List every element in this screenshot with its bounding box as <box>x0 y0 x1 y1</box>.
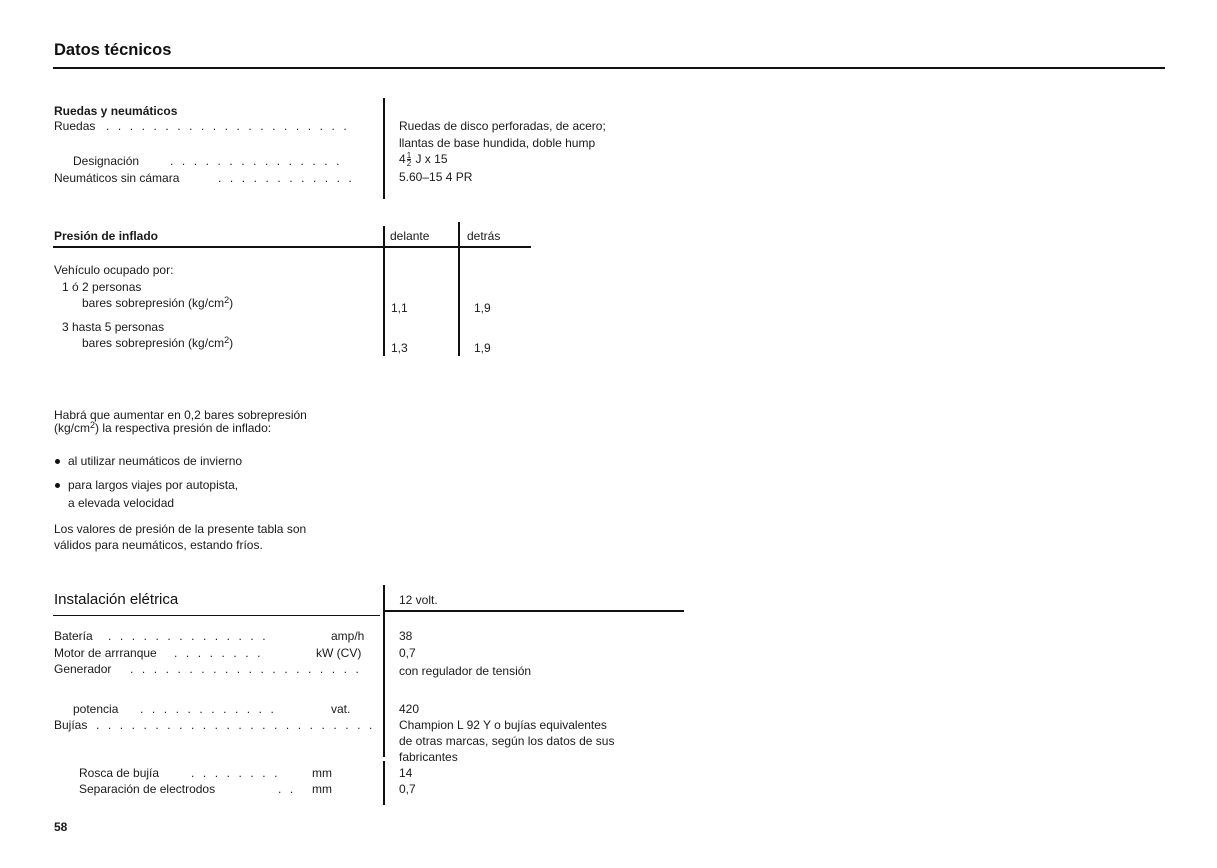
electrical-value-rule <box>384 610 684 612</box>
note-intro: $(kg/cm^2)$ la respectiva presión de inflado: <box>54 420 272 435</box>
wheels-heading: Ruedas y neumáticos <box>54 104 178 118</box>
fraction: $\frac{1}{2}$ <box>406 151 412 168</box>
leader-dots: . . . . . . . . . . . . <box>140 702 277 716</box>
bullet-icon <box>55 483 60 488</box>
voltage-value: 12 volt. <box>399 593 438 607</box>
electrical-row-unit: kW (CV) <box>316 646 362 660</box>
electrical-divider-lower <box>383 761 385 805</box>
page-number: 58 <box>54 820 68 834</box>
leader-dots: . . . . . . . . . . . . . . . . . . . . . <box>106 119 350 133</box>
electrical-row-label: potencia <box>73 702 119 716</box>
note-closing: Los valores de presión de la presente tabla son <box>54 522 307 536</box>
pressure-unit-label: bares sobrepresión $(kg/cm^2)$ <box>82 335 234 350</box>
electrical-row-value: 420 <box>399 702 420 716</box>
bullet-text: para largos viajes por autopista, <box>68 478 239 492</box>
page-title: Datos técnicos <box>54 41 172 59</box>
electrical-row-value: Champion L 92 Y o bujías equivalentes <box>399 718 607 732</box>
electrical-row-unit: mm <box>312 782 332 796</box>
electrical-row-value: de otras marcas, según los datos de sus <box>399 734 615 748</box>
rear-pressure-value: 1,9 <box>474 341 491 355</box>
leader-dots: . . . . . . . . . . . . . . . . . . . . . . . . <box>96 718 375 732</box>
electrical-row-unit: amp/h <box>331 629 365 643</box>
wheels-row-value: Ruedas de disco perforadas, de acero; <box>399 119 606 133</box>
front-pressure-value: 1,1 <box>391 301 408 315</box>
electrical-row-value: 14 <box>399 766 413 780</box>
electrical-row-unit: mm <box>312 766 332 780</box>
leader-dots: . . . . . . . . <box>191 766 281 780</box>
wheels-row-label: Ruedas <box>54 119 96 133</box>
rim-designation-value: 4 $\frac{1}{2}$ J x 15 <box>399 151 448 168</box>
front-pressure-value: 1,3 <box>391 341 408 355</box>
wheels-divider <box>383 98 385 199</box>
column-header-front: delante <box>390 229 430 243</box>
electrical-row-label: Batería <box>54 629 93 643</box>
leader-dots: . . <box>278 782 296 796</box>
electrical-row-label: Motor de arrranque <box>54 646 157 660</box>
note-intro: Habrá que aumentar en 0,2 bares sobrepresión <box>54 408 307 422</box>
wheels-row-value: llantas de base hundida, doble hump <box>399 136 596 150</box>
wheels-row-value: 5.60–15 4 PR <box>399 170 473 184</box>
note-closing: válidos para neumáticos, estando fríos. <box>54 538 263 552</box>
electrical-row-unit: vat. <box>331 702 351 716</box>
pressure-unit-label: bares sobrepresión $(kg/cm^2)$ <box>82 295 234 310</box>
electrical-header-rule <box>53 615 380 616</box>
leader-dots: . . . . . . . . . . . . <box>218 171 355 185</box>
leader-dots: . . . . . . . . . . . . . . <box>108 629 269 643</box>
pressure-divider-front <box>383 226 385 356</box>
electrical-row-value: 38 <box>399 629 413 643</box>
occupancy-group-label: 3 hasta 5 personas <box>62 320 165 334</box>
electrical-row-value: con regulador de tensión <box>399 664 532 678</box>
electrical-row-label: Bujías <box>54 718 88 732</box>
electrical-row-value: fabricantes <box>399 750 458 764</box>
occupancy-group-label: 1 ó 2 personas <box>62 280 142 294</box>
electrical-row-value: 0,7 <box>399 646 416 660</box>
electrical-heading: Instalación elétrica <box>54 591 179 608</box>
wheels-row-label: Designación <box>73 154 140 168</box>
electrical-divider <box>383 585 385 757</box>
electrical-row-label: Generador <box>54 662 112 676</box>
rear-pressure-value: 1,9 <box>474 301 491 315</box>
pressure-divider-rear <box>458 222 460 356</box>
pressure-heading: Presión de inflado <box>54 229 159 243</box>
electrical-row-label: Separación de electrodos <box>79 782 216 796</box>
bullet-text: a elevada velocidad <box>68 496 175 510</box>
leader-dots: . . . . . . . . . . . . . . . . . . . . <box>130 662 362 676</box>
leader-dots: . . . . . . . . . . . . . . . <box>170 154 343 168</box>
bullet-icon <box>55 459 60 464</box>
wheels-row-label: Neumáticos sin cámara <box>54 171 180 185</box>
electrical-row-label: Rosca de bujía <box>79 766 160 780</box>
occupancy-label: Vehículo ocupado por: <box>54 263 174 277</box>
column-header-rear: detrás <box>467 229 501 243</box>
bullet-text: al utilizar neumáticos de invierno <box>68 454 243 468</box>
electrical-row-value: 0,7 <box>399 782 416 796</box>
leader-dots: . . . . . . . . <box>174 646 264 660</box>
title-rule <box>53 67 1165 69</box>
